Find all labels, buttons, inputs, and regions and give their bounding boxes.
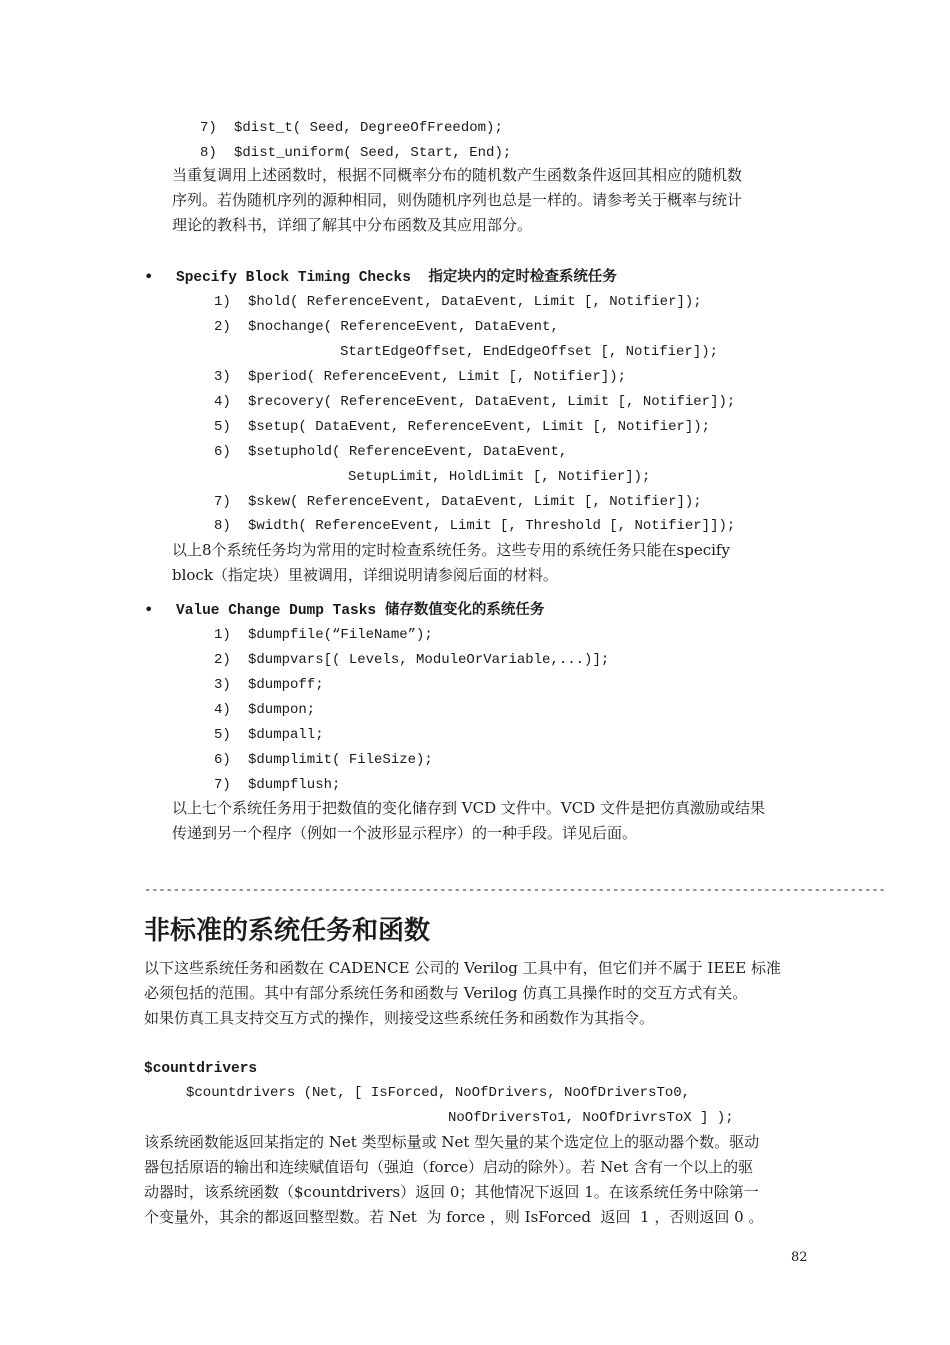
item-number: 4) [214, 702, 231, 718]
item-number: 8) [214, 518, 231, 534]
para-line: 以下这些系统任务和函数在 CADENCE 公司的 Verilog 工具中有，但它们并不属于 IEEE 标准 [144, 959, 781, 977]
dist-item-8 [200, 143, 511, 163]
code-text: $dumpfile(“FileName”); [248, 627, 433, 643]
list-item-continuation [348, 467, 650, 487]
dist-item-7 [200, 118, 503, 138]
list-item [214, 417, 710, 437]
list-item [214, 442, 567, 462]
dump-paragraph [172, 796, 765, 846]
para-line: 该系统函数能返回某指定的 Net 类型标量或 Net 型矢量的某个选定位上的驱动器个数。驱动 [144, 1133, 760, 1151]
code-text: StartEdgeOffset, EndEdgeOffset [, Notifier]); [340, 344, 719, 360]
para-line: 个变量外，其余的都返回整型数。若 Net 为 force ，则 IsForced 返回 1 ，否则返回 0 。 [144, 1208, 764, 1226]
code-text: $dumpall; [248, 727, 324, 743]
item-number: 8) [200, 145, 217, 161]
intro-paragraph [144, 956, 781, 1031]
item-number: 7) [200, 120, 217, 136]
item-number: 3) [214, 677, 231, 693]
code-text: $dumpvars[( Levels, ModuleOrVariable,...)]; [248, 652, 610, 668]
code-text: $width( ReferenceEvent, Limit [, Threshold [, Notifier]]); [248, 518, 736, 534]
item-number: 1) [214, 627, 231, 643]
code-text: $hold( ReferenceEvent, DataEvent, Limit [, Notifier]); [248, 294, 702, 310]
item-number: 7) [214, 494, 231, 510]
code-text: $setuphold( ReferenceEvent, DataEvent, [248, 444, 568, 460]
code-text: $dumplimit( FileSize); [248, 752, 433, 768]
para-line: block（指定块）里被调用，详细说明请参阅后面的材料。 [172, 566, 558, 584]
list-item [214, 492, 702, 512]
page-number: 82 [791, 1250, 808, 1265]
item-number: 6) [214, 444, 231, 460]
countdrivers-title: $countdrivers [144, 1061, 258, 1077]
para-line: 器包括原语的输出和连续赋值语句（强迫（force）启动的除外）。若 Net 含有一个以上的驱 [144, 1158, 754, 1176]
item-number: 5) [214, 727, 231, 743]
list-item [214, 516, 735, 536]
para-line: 理论的教科书，详细了解其中分布函数及其应用部分。 [172, 216, 533, 234]
item-number: 1) [214, 294, 231, 310]
list-item [214, 650, 609, 670]
code-text: $dumpoff; [248, 677, 324, 693]
para-line: 当重复调用上述函数时，根据不同概率分布的随机数产生函数条件返回其相应的随机数 [172, 166, 743, 184]
code-text: $dist_t( Seed, DegreeOfFreedom); [234, 120, 503, 136]
dist-paragraph [172, 163, 742, 238]
item-number: 7) [214, 777, 231, 793]
list-item [214, 367, 626, 387]
list-item [214, 725, 324, 745]
item-number: 3) [214, 369, 231, 385]
code-text: $skew( ReferenceEvent, DataEvent, Limit [, Notifier]); [248, 494, 702, 510]
list-item [214, 317, 559, 337]
list-item [214, 292, 702, 312]
countdrivers-signature-line-2: NoOfDriversTo1, NoOfDrivrsToX ] ); [448, 1110, 734, 1126]
code-text: $dumpflush; [248, 777, 341, 793]
list-item [214, 675, 324, 695]
list-item [214, 750, 433, 770]
item-number: 2) [214, 319, 231, 335]
list-item-continuation [340, 342, 718, 362]
para-line: 传递到另一个程序（例如一个波形显示程序）的一种手段。详见后面。 [172, 824, 638, 842]
code-text: $setup( DataEvent, ReferenceEvent, Limit [, Notifier]); [248, 419, 711, 435]
list-item [214, 392, 735, 412]
para-line: 如果仿真工具支持交互方式的操作，则接受这些系统任务和函数作为其指令。 [144, 1009, 655, 1027]
bullet-icon: • [144, 600, 154, 619]
item-number: 4) [214, 394, 231, 410]
para-line: 以上七个系统任务用于把数值的变化储存到 VCD 文件中。VCD 文件是把仿真激励或结果 [172, 799, 765, 817]
countdrivers-signature-line-1: $countdrivers (Net, [ IsForced, NoOfDrivers, NoOfDriversTo0, [186, 1085, 691, 1101]
countdrivers-paragraph [144, 1130, 763, 1230]
dump-heading: Value Change Dump Tasks 储存数值变化的系统任务 [176, 603, 545, 619]
code-text: $dist_uniform( Seed, Start, End); [234, 145, 512, 161]
item-number: 6) [214, 752, 231, 768]
timing-paragraph [172, 538, 730, 588]
code-text: $recovery( ReferenceEvent, DataEvent, Limit [, Notifier]); [248, 394, 736, 410]
item-number: 2) [214, 652, 231, 668]
para-line: 动器时，该系统函数（$countdrivers）返回 0；其他情况下返回 1。在该系统任务中除第一 [144, 1183, 759, 1201]
bullet-icon: • [144, 267, 154, 286]
item-number: 5) [214, 419, 231, 435]
para-line: 必须包括的范围。其中有部分系统任务和函数与 Verilog 仿真工具操作时的交互方式有关。 [144, 984, 748, 1002]
dashed-separator: ------------------------------------------------------------------------------------------------------- [144, 883, 886, 897]
code-text: $dumpon; [248, 702, 316, 718]
para-line: 以上8个系统任务均为常用的定时检查系统任务。这些专用的系统任务只能在specify [172, 541, 730, 559]
code-text: SetupLimit, HoldLimit [, Notifier]); [348, 469, 651, 485]
para-line: 序列。若伪随机序列的源种相同，则伪随机序列也总是一样的。请参考关于概率与统计 [172, 191, 743, 209]
list-item [214, 700, 315, 720]
section-title: 非标准的系统任务和函数 [144, 916, 431, 946]
code-text: $period( ReferenceEvent, Limit [, Notifier]); [248, 369, 627, 385]
code-text: $nochange( ReferenceEvent, DataEvent, [248, 319, 559, 335]
list-item [214, 775, 340, 795]
timing-heading: Specify Block Timing Checks 指定块内的定时检查系统任务 [176, 270, 617, 286]
list-item [214, 625, 433, 645]
